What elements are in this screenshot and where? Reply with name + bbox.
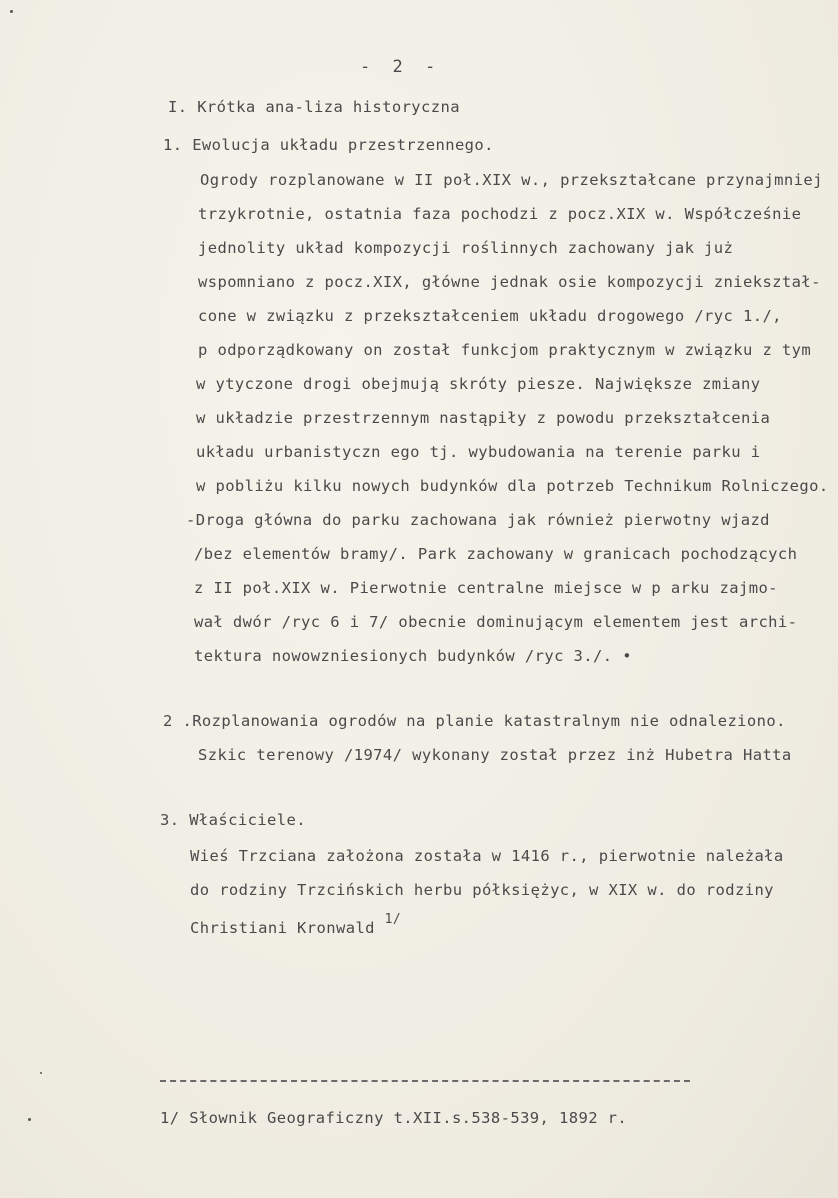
item2-line: Szkic terenowy /1974/ wykonany został przez inż Hubetra Hatta [198, 746, 792, 764]
item1-line: z II poł.XIX w. Pierwotnie centralne miejsce w p arku zajmo- [194, 579, 778, 597]
item1-line: p odporządkowany on został funkcjom praktycznym w związku z tym [198, 341, 812, 359]
item3-line [190, 914, 401, 938]
page-number: - 2 - [360, 57, 442, 77]
section-heading: I. Krótka ana-liza historyczna [168, 98, 460, 116]
item1-line: /bez elementów bramy/. Park zachowany w granicach pochodzących [194, 545, 798, 563]
item1-line: wspomniano z pocz.XIX, główne jednak osie kompozycji zniekształ- [198, 273, 821, 291]
item1-heading: 1. Ewolucja układu przestrzennego. [163, 136, 494, 154]
scan-speck [10, 10, 13, 13]
item3-line-text: Christiani Kronwald [190, 919, 375, 938]
item1-line: jednolity układ kompozycji roślinnych zachowany jak już [198, 239, 734, 257]
item1-line: Ogrody rozplanowane w II poł.XIX w., przekształcane przynajmniej [200, 171, 823, 189]
item1-line: w pobliżu kilku nowych budynków dla potrzeb Technikum Rolniczego. [196, 477, 829, 495]
item3-heading: 3. Właściciele. [160, 811, 306, 829]
scan-speck [28, 1118, 31, 1121]
footnote: 1/ Słownik Geograficzny t.XII.s.538-539, 1892 r. [160, 1109, 628, 1127]
scan-speck [40, 1072, 42, 1074]
item3-line: Wieś Trzciana założona została w 1416 r., pierwotnie należała [190, 847, 784, 865]
item1-line: układu urbanistyczn ego tj. wybudowania na terenie parku i [196, 443, 761, 461]
item1-line: tektura nowowzniesionych budynków /ryc 3./. • [194, 647, 632, 665]
footnote-divider [160, 1080, 690, 1082]
item2-line: 2 .Rozplanowania ogrodów na planie katastralnym nie odnaleziono. [163, 712, 786, 730]
item1-line: cone w związku z przekształceniem układu drogowego /ryc 1./, [198, 307, 782, 325]
item1-line: w układzie przestrzennym nastąpiły z powodu przekształcenia [196, 409, 771, 427]
item1-line: trzykrotnie, ostatnia faza pochodzi z pocz.XIX w. Współcześnie [198, 205, 802, 223]
item1-line: wał dwór /ryc 6 i 7/ obecnie dominującym elementem jest archi- [194, 613, 798, 631]
footnote-ref: 1/ [384, 912, 402, 927]
item3-line: do rodziny Trzcińskich herbu półksiężyc, w XIX w. do rodziny [190, 881, 774, 899]
item1-line: -Droga główna do parku zachowana jak również pierwotny wjazd [186, 511, 770, 529]
item1-line: w ytyczone drogi obejmują skróty piesze. Największe zmiany [196, 375, 761, 393]
